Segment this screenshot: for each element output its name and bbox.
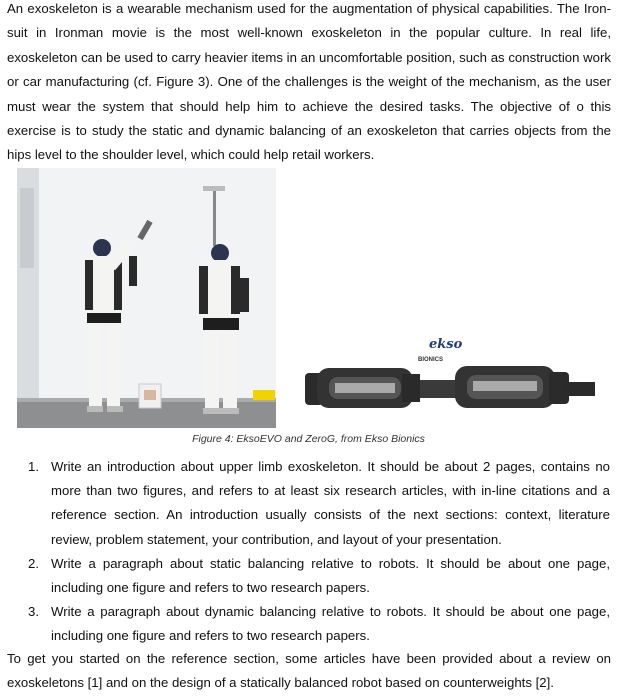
list-item-number: 3.: [28, 604, 39, 620]
list-item-number: 2.: [28, 555, 39, 571]
list-item: [0, 600, 610, 648]
list-item-text: Write a paragraph about static balancing relative to robots. It should be about one page, including one figure and refers to two research papers.: [51, 555, 610, 596]
list-item-number: 1.: [28, 459, 39, 474]
intro-paragraph: An exoskeleton is a wearable mechanism used for the augmentation of physical capabilities. The Iron-suit in Ironman movie is the most well-known exoskeleton in the popular culture. In real life, exoskeleton can be used to carry heavier items in an uncomfortable position, such as construction work or car manufacturing (cf. Figure 3). One of the challenges is the weight of the mechanism, as the user must wear the system that should help him to achieve the desired tasks. The objective of o this exercise is to study the static and dynamic balancing of an exoskeleton that carries objects from the hips level to the shoulder level, which could help retail workers.: [7, 1, 611, 163]
closing-paragraph: To get you started on the reference section, some articles have been provided about a review on exoskeletons [1] and on the design of a statically balanced robot based on counterweights [2].: [7, 651, 611, 691]
workers-photo: [17, 168, 276, 428]
exo-arm-left: [305, 368, 420, 408]
bionics-logo: BIONICS: [418, 357, 444, 363]
figure-exoskeleton-photos: [17, 168, 613, 428]
exoskeleton-illustration: [17, 168, 613, 428]
exoskeleton-product-photo: [287, 318, 613, 428]
list-item-text: Write a paragraph about dynamic balancing relative to robots. It should be about one page, including one figure and refers to two research papers.: [51, 604, 610, 644]
list-item-text: Write an introduction about upper limb exoskeleton. It should be about 2 pages, contains no more than two figures, and refers to at least six research articles, with in-line citations and a reference section. An introduction usually consists of the next sections: context, literature review, problem statement, your contribution, and layout of your presentation.: [51, 459, 610, 547]
ekso-logo: ekso: [429, 337, 463, 352]
list-item: [0, 455, 610, 552]
task-list: [0, 455, 610, 649]
list-item: [0, 552, 610, 600]
figure-caption: Figure 4: EksoEVO and ZeroG, from Ekso Bionics: [192, 433, 425, 445]
